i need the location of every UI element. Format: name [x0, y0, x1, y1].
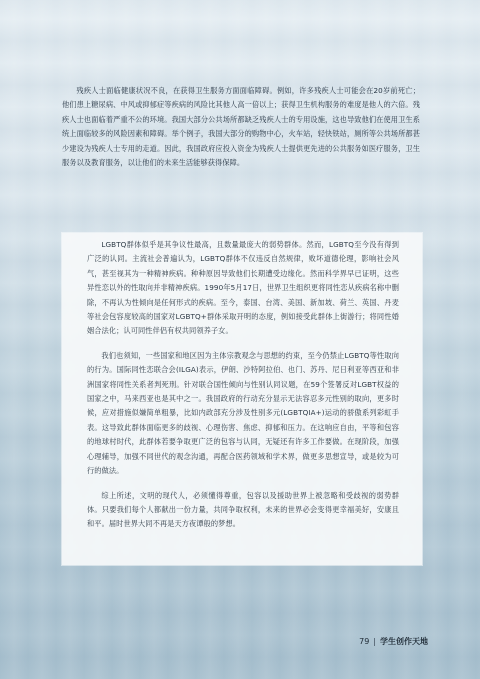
section-title: 学生创作天地	[380, 637, 428, 646]
conclusion-paragraph: 综上所述，文明的现代人，必须懂得尊重，包容以及援助世界上被忽略和受歧视的弱势群体。只要我们每个人都献出一份力量，共同争取权利，未来的世界必会变得更幸福美好，安康且和平。届时世界大同不再是天方夜谭般的梦想。	[87, 490, 399, 529]
intro-paragraph: 残疾人士面临健康状况不良，在获得卫生服务方面面临障碍。例如，许多残疾人士可能会在20岁前死亡；他们患上糖尿病、中风或抑郁症等疾病的风险比其他人高一倍以上；获得卫生机构服务的难度是他人的六倍。残疾人士也面临着严重不公的环境。我国大部分公共场所都缺乏残疾人士的专用设施，这也导致他们在使用卫生系统上面临较多的风险因素和障碍。举个例子，我国大部分的购物中心，火车站，轻快铁站，厕所等公共场所都甚少建设为残疾人士专用的走道。因此，我国政府应投入资金为残疾人士提供更先进的公共服务如医疗服务，卫生服务以及教育服务，以让他们的未来生活能够获得保障。	[62, 86, 420, 168]
footer-separator: |	[373, 637, 376, 646]
lgbtq-paragraph: LGBTQ群体似乎是其争议性最高，且数量最庞大的弱势群体。然而，LGBTQ至今没有得到广泛的认同。主流社会普遍认为，LGBTQ群体不仅违反自然规律，败坏道德伦理，影响社会风气，甚至视其为一种精神疾病。种种原因导致他们长期遭受边缘化。然而科学界早已证明，这些异性恋以外的性取向并非精神疾病。1990年5月17日，世界卫生组织更将同性恋从疾病名称中删除，不再认为性倾向是任何形式的疾病。至今，泰国、台湾、美国、新加坡、荷兰、英国、丹麦等社会包容度较高的国家对LGBTQ+群体采取开明的态度，例如接受此群体上街游行；将同性婚姻合法化；认可同性伴侣有权共同领养子女。	[87, 240, 399, 336]
intro-section	[62, 84, 420, 170]
article-card	[62, 233, 422, 565]
religion-paragraph: 我们也须知，一些国家和地区因为主体宗教观念与思想的约束，至今仍禁止LGBTQ等性取向的行为。国际同性恋联合会(ILGA)表示，伊朗、沙特阿拉伯、也门、苏丹、尼日利亚等西亚和非洲国家将同性关系者判死刑。针对联合国性倾向与性别认同议题，在59个签署反对LGBT权益的国家之中，马来西亚也是其中之一。我国政府的行动充分显示无法容忍多元性别的取向，更多时候，应对措施似嫌简单粗暴，比如内政部充分涉及性别多元(LGBTQIA+)运动的骄傲系列彩虹手表。这导致此群体面临更多的歧视、心理伤害、焦虑、抑郁和压力。在这响应自由，平等和包容的地球村时代，此群体若要争取更广泛的包容与认同，无疑还有许多工作要做。在现阶段，加强心理辅导，加强不同世代的观念沟通，再配合医药领域和学术界，做更多思想宣导，或是较为可行的做法。	[87, 350, 399, 476]
page-number: 79	[359, 637, 370, 646]
page-footer	[359, 636, 428, 647]
article-card-body	[87, 238, 399, 542]
